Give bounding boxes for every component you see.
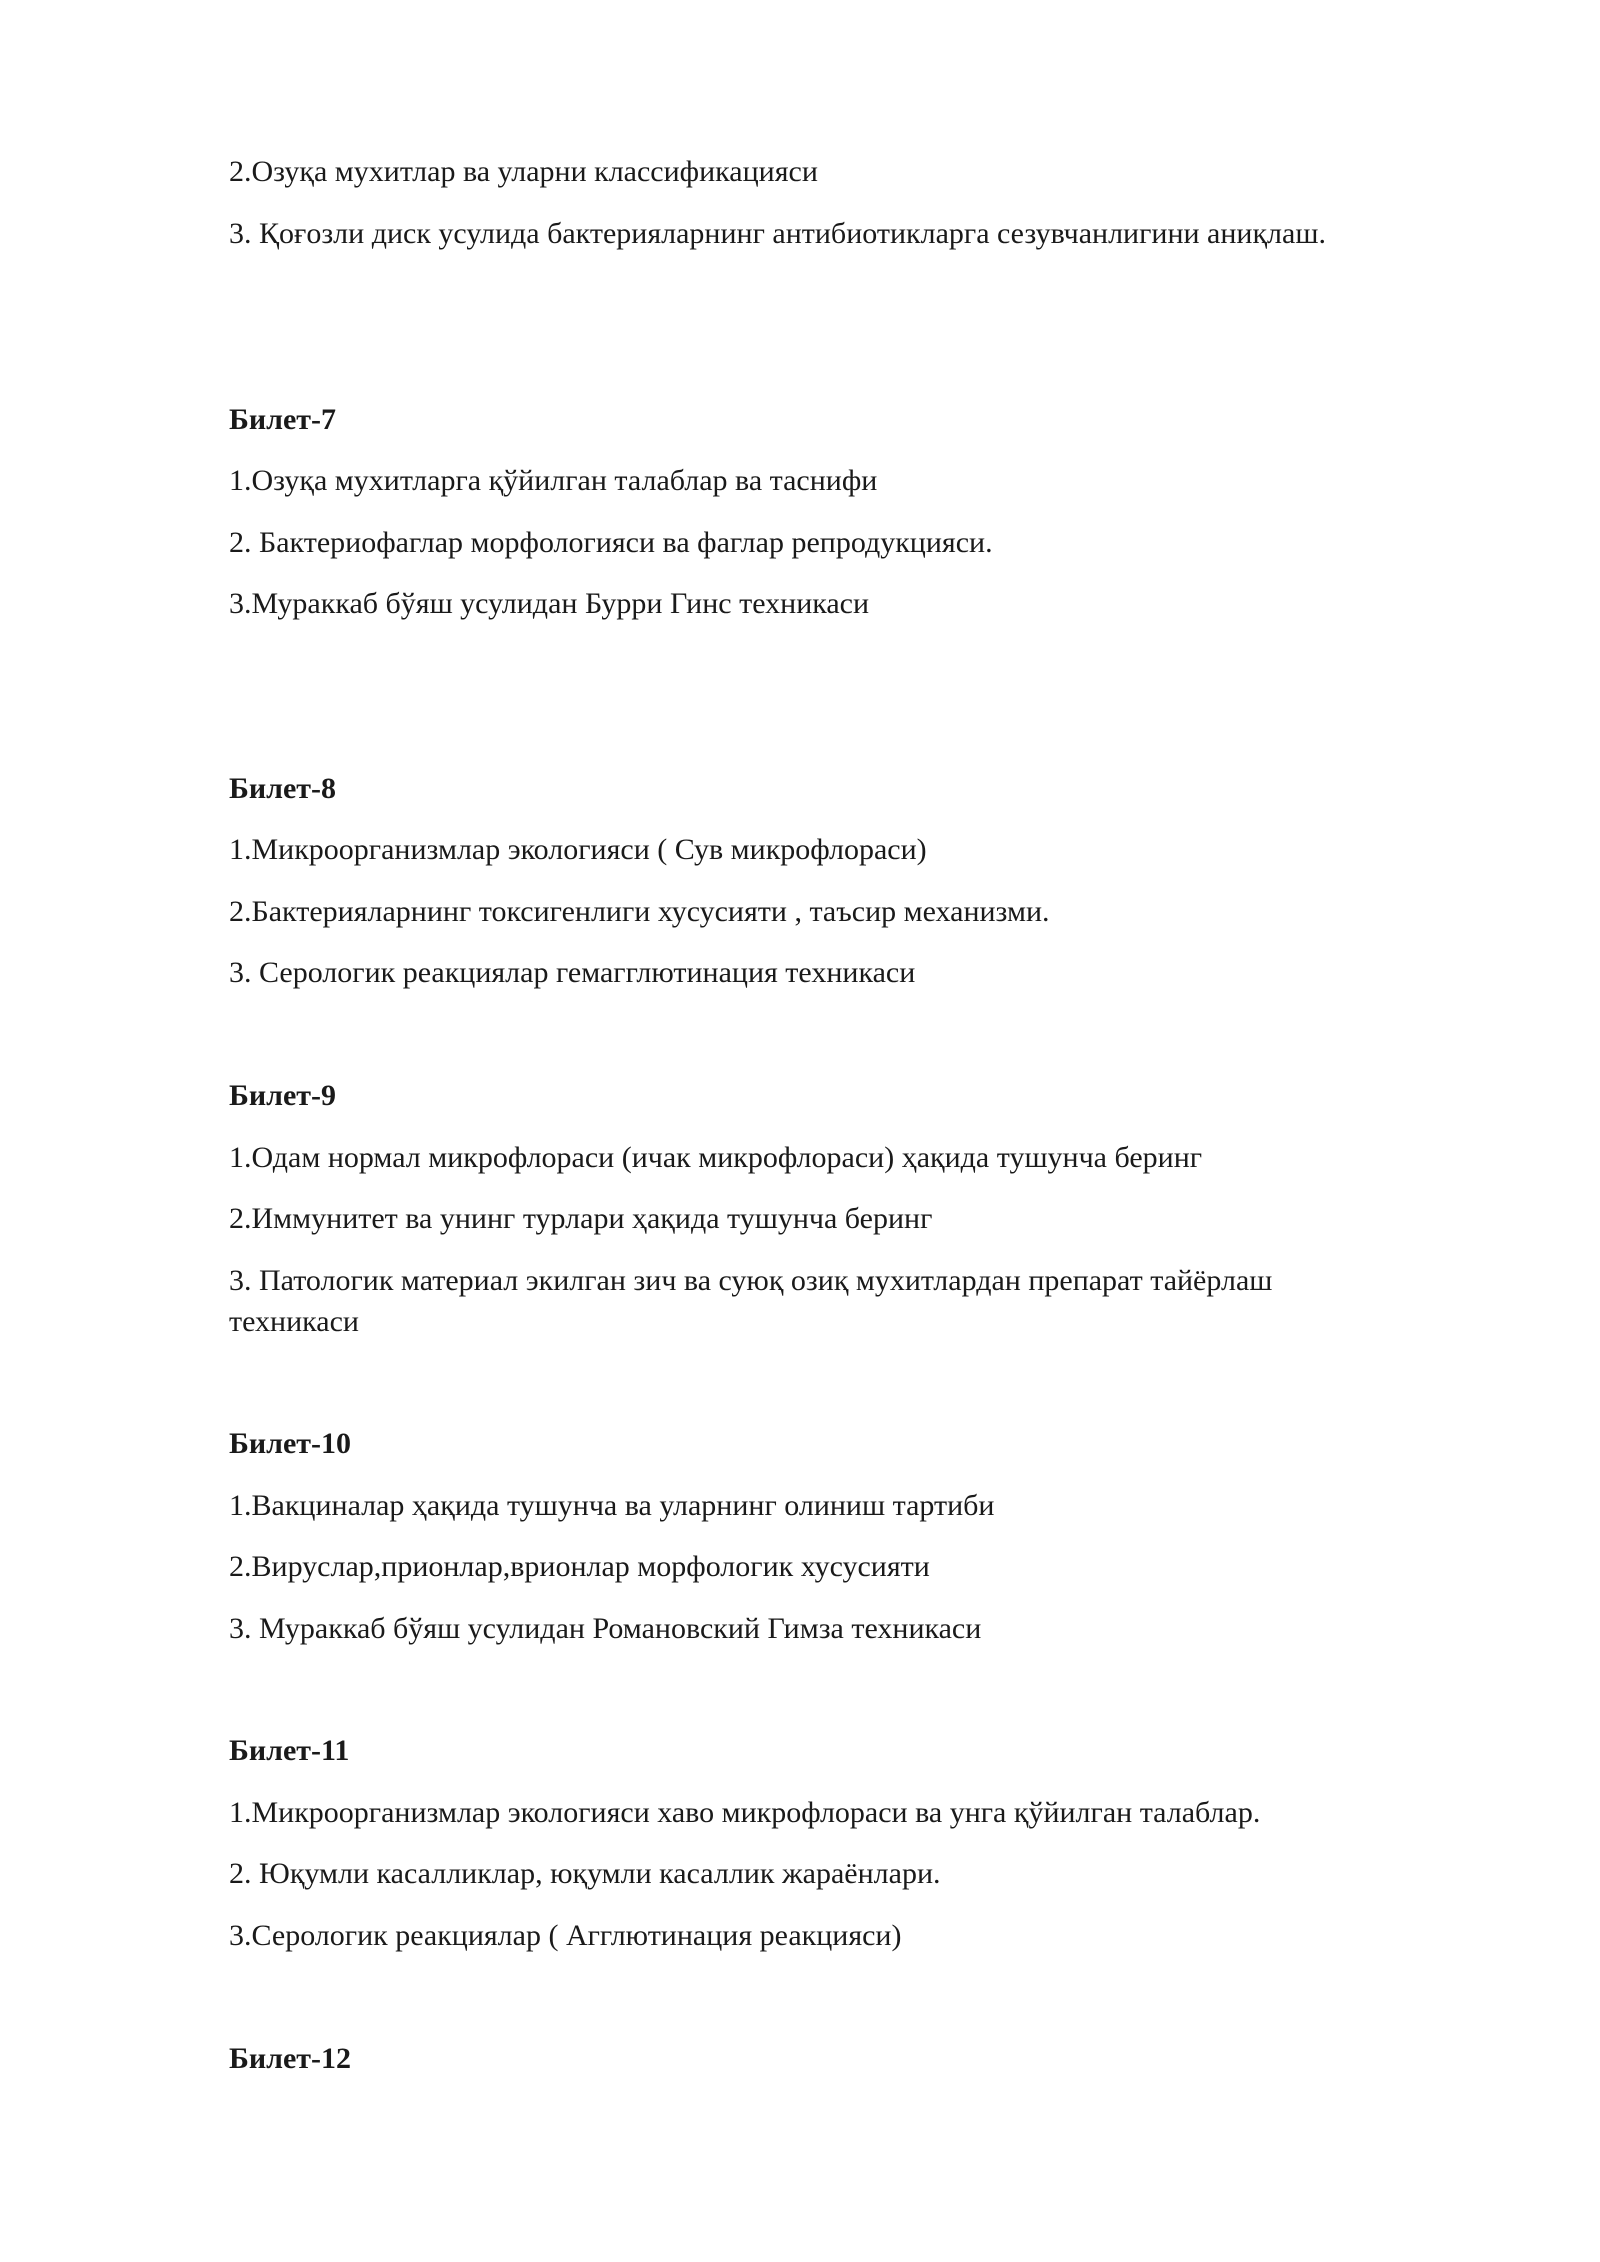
ticket-9-title: Билет-9 <box>229 1079 336 1112</box>
ticket-10-question-3: 3. Мураккаб бўяш усулидан Романовский Гимза техникаси <box>229 1612 982 1645</box>
carryover-question-3: 3. Қоғозли диск усулида бактерияларнинг антибиотикларга сезувчанлигини аниқлаш. <box>229 217 1326 250</box>
ticket-11-title: Билет-11 <box>229 1734 350 1767</box>
ticket-10-question-1: 1.Вакциналар ҳақида тушунча ва уларнинг олиниш тартиби <box>229 1489 995 1522</box>
ticket-11-question-2: 2. Юқумли касалликлар, юқумли касаллик жараёнлари. <box>229 1857 941 1890</box>
carryover-question-2: 2.Озуқа мухитлар ва уларни классификацияси <box>229 155 818 188</box>
ticket-12-title: Билет-12 <box>229 2042 351 2075</box>
ticket-7-question-3: 3.Мураккаб бўяш усулидан Бурри Гинс техникаси <box>229 587 870 620</box>
ticket-7-question-2: 2. Бактериофаглар морфологияси ва фаглар репродукцияси. <box>229 526 993 559</box>
ticket-8-question-2: 2.Бактерияларнинг токсигенлиги хусусияти , таъсир механизми. <box>229 895 1050 928</box>
ticket-7-title: Билет-7 <box>229 403 336 436</box>
ticket-10-title: Билет-10 <box>229 1427 351 1460</box>
ticket-9-question-2: 2.Иммунитет ва унинг турлари ҳақида тушунча беринг <box>229 1202 933 1235</box>
ticket-10-question-2: 2.Вируслар,прионлар,врионлар морфологик хусусияти <box>229 1550 930 1583</box>
ticket-8-question-1: 1.Микроорганизмлар экологияси ( Сув микрофлораси) <box>229 833 927 866</box>
ticket-8-title: Билет-8 <box>229 772 336 805</box>
ticket-11-question-1: 1.Микроорганизмлар экологияси хаво микрофлораси ва унга қўйилган талаблар. <box>229 1796 1261 1829</box>
ticket-9-question-3: 3. Патологик материал экилган зич ва суюқ озиқ мухитлардан препарат тайёрлаш техникаси <box>229 1264 1273 1338</box>
ticket-8-question-3: 3. Серологик реакциялар гемагглютинация техникаси <box>229 956 916 989</box>
ticket-11-question-3: 3.Серологик реакциялар ( Агглютинация реакцияси) <box>229 1919 902 1952</box>
ticket-9-question-1: 1.Одам нормал микрофлораси (ичак микрофлораси) ҳақида тушунча беринг <box>229 1141 1203 1174</box>
ticket-7-question-1: 1.Озуқа мухитларга қўйилган талаблар ва таснифи <box>229 464 878 497</box>
